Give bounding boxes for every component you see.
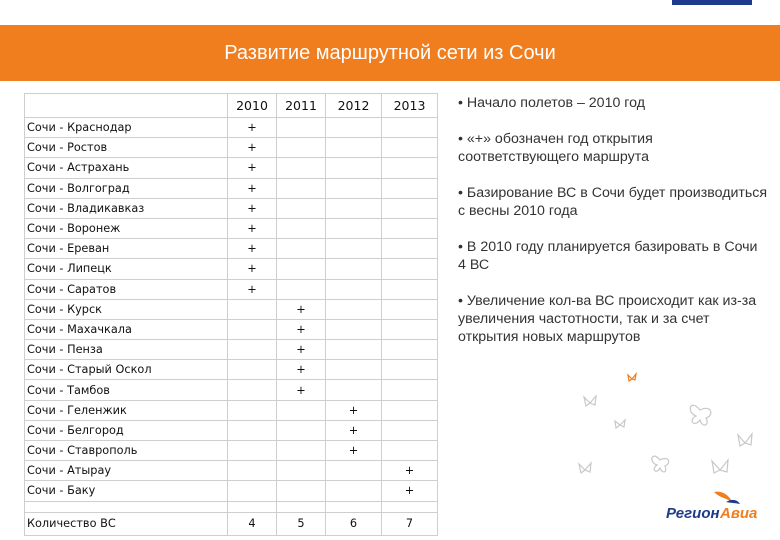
total-label: Количество ВС (25, 512, 228, 535)
route-mark-cell-2011 (277, 118, 326, 138)
logo-text-region: Регион (666, 505, 720, 522)
butterfly-icon (579, 463, 591, 473)
route-mark-cell-2012 (326, 299, 382, 319)
route-mark-cell-2013 (382, 441, 438, 461)
year-header-2012: 2012 (326, 94, 382, 118)
top-accent-tab (672, 0, 752, 5)
route-mark-cell-2013: + (382, 461, 438, 481)
butterfly-icon (615, 420, 625, 428)
route-mark-cell-2010 (228, 360, 277, 380)
route-mark-cell-2013 (382, 259, 438, 279)
year-header-2010: 2010 (228, 94, 277, 118)
spacer-cell (277, 501, 326, 512)
route-mark-cell-2012 (326, 138, 382, 158)
route-mark-cell-2010: + (228, 158, 277, 178)
route-mark-cell-2012 (326, 319, 382, 339)
route-mark-cell-2012 (326, 118, 382, 138)
table-row (25, 380, 438, 400)
route-mark-cell-2010 (228, 319, 277, 339)
route-mark-cell-2012: + (326, 420, 382, 440)
route-name-cell: Сочи - Ереван (25, 239, 228, 259)
butterfly-icon (738, 434, 752, 446)
spacer-cell (382, 501, 438, 512)
table-row (25, 239, 438, 259)
route-name-cell: Сочи - Старый Оскол (25, 360, 228, 380)
spacer-cell (25, 501, 228, 512)
route-mark-cell-2012 (326, 461, 382, 481)
butterflies-decoration (540, 365, 770, 490)
route-mark-cell-2012 (326, 360, 382, 380)
table-row (25, 198, 438, 218)
butterfly-icon (712, 460, 728, 473)
route-mark-cell-2010: + (228, 279, 277, 299)
route-name-cell: Сочи - Белгород (25, 420, 228, 440)
route-mark-cell-2013 (382, 360, 438, 380)
table-header-row (25, 94, 438, 118)
route-mark-cell-2012 (326, 178, 382, 198)
route-mark-cell-2013: + (382, 481, 438, 501)
route-mark-cell-2011: + (277, 340, 326, 360)
total-value-2013: 7 (382, 512, 438, 535)
route-mark-cell-2010 (228, 420, 277, 440)
route-mark-cell-2013 (382, 380, 438, 400)
table-row (25, 360, 438, 380)
route-mark-cell-2013 (382, 279, 438, 299)
route-mark-cell-2012 (326, 218, 382, 238)
route-name-cell: Сочи - Баку (25, 481, 228, 501)
table-spacer-row (25, 501, 438, 512)
logo-text-avia: Авиа (720, 505, 758, 522)
route-mark-cell-2010 (228, 380, 277, 400)
route-mark-cell-2012 (326, 279, 382, 299)
route-mark-cell-2013 (382, 198, 438, 218)
route-mark-cell-2010: + (228, 138, 277, 158)
route-mark-cell-2011: + (277, 380, 326, 400)
route-mark-cell-2011 (277, 178, 326, 198)
spacer-cell (228, 501, 277, 512)
route-mark-cell-2011 (277, 198, 326, 218)
table-row (25, 259, 438, 279)
spacer-cell (326, 501, 382, 512)
route-mark-cell-2012 (326, 239, 382, 259)
year-header-2013: 2013 (382, 94, 438, 118)
note-item: • Начало полетов – 2010 год (458, 94, 768, 112)
route-mark-cell-2013 (382, 239, 438, 259)
butterfly-icon (690, 405, 711, 425)
route-name-cell: Сочи - Атырау (25, 461, 228, 481)
route-mark-cell-2013 (382, 400, 438, 420)
table-row (25, 178, 438, 198)
route-name-cell: Сочи - Пенза (25, 340, 228, 360)
route-mark-cell-2012 (326, 259, 382, 279)
route-mark-cell-2013 (382, 138, 438, 158)
year-header-2011: 2011 (277, 94, 326, 118)
note-item: • В 2010 году планируется базировать в Сочи 4 ВС (458, 238, 768, 274)
table-row (25, 441, 438, 461)
route-mark-cell-2013 (382, 340, 438, 360)
route-mark-cell-2010: + (228, 118, 277, 138)
total-value-2010: 4 (228, 512, 277, 535)
route-mark-cell-2012 (326, 380, 382, 400)
route-mark-cell-2012: + (326, 441, 382, 461)
table-row (25, 218, 438, 238)
route-mark-cell-2010 (228, 481, 277, 501)
route-name-cell: Сочи - Геленжик (25, 400, 228, 420)
total-value-2012: 6 (326, 512, 382, 535)
route-mark-cell-2011 (277, 481, 326, 501)
route-mark-cell-2011 (277, 420, 326, 440)
route-mark-cell-2013 (382, 178, 438, 198)
route-mark-cell-2012 (326, 158, 382, 178)
route-mark-cell-2011 (277, 441, 326, 461)
table-row (25, 299, 438, 319)
page-title: Развитие маршрутной сети из Сочи (224, 42, 556, 64)
route-mark-cell-2011 (277, 218, 326, 238)
route-mark-cell-2012: + (326, 400, 382, 420)
table-row (25, 319, 438, 339)
orange-butterfly-icon (628, 374, 636, 381)
route-mark-cell-2011 (277, 239, 326, 259)
route-mark-cell-2011 (277, 259, 326, 279)
route-mark-cell-2011: + (277, 319, 326, 339)
route-table (24, 93, 438, 536)
route-mark-cell-2011: + (277, 360, 326, 380)
route-mark-cell-2011: + (277, 299, 326, 319)
route-mark-cell-2011 (277, 461, 326, 481)
route-mark-cell-2011 (277, 279, 326, 299)
route-mark-cell-2012 (326, 340, 382, 360)
route-mark-cell-2010 (228, 461, 277, 481)
route-mark-cell-2012 (326, 481, 382, 501)
route-mark-cell-2013 (382, 118, 438, 138)
route-mark-cell-2013 (382, 420, 438, 440)
table-row (25, 481, 438, 501)
table-row (25, 461, 438, 481)
route-name-cell: Сочи - Волгоград (25, 178, 228, 198)
route-mark-cell-2011 (277, 158, 326, 178)
route-mark-cell-2012 (326, 198, 382, 218)
route-name-cell: Сочи - Тамбов (25, 380, 228, 400)
route-name-cell: Сочи - Владикавказ (25, 198, 228, 218)
route-name-cell: Сочи - Воронеж (25, 218, 228, 238)
butterfly-icon (652, 456, 669, 472)
table-row (25, 279, 438, 299)
route-mark-cell-2013 (382, 218, 438, 238)
table-row (25, 340, 438, 360)
route-mark-cell-2011 (277, 400, 326, 420)
route-mark-cell-2010: + (228, 218, 277, 238)
table-row (25, 138, 438, 158)
route-mark-cell-2010 (228, 400, 277, 420)
header-empty-cell (25, 94, 228, 118)
route-mark-cell-2010 (228, 299, 277, 319)
route-mark-cell-2010 (228, 340, 277, 360)
notes-list (458, 94, 768, 364)
total-row (25, 512, 438, 535)
route-name-cell: Сочи - Саратов (25, 279, 228, 299)
note-item: • Базирование ВС в Сочи будет производиться с весны 2010 года (458, 184, 768, 220)
route-mark-cell-2010: + (228, 178, 277, 198)
route-mark-cell-2013 (382, 299, 438, 319)
route-mark-cell-2013 (382, 158, 438, 178)
route-name-cell: Сочи - Астрахань (25, 158, 228, 178)
table-row (25, 400, 438, 420)
note-item: • Увеличение кол-ва ВС происходит как из-за увеличения частотности, так и за счет открытия новых маршрутов (458, 292, 768, 346)
region-avia-logo (664, 488, 774, 528)
table-row (25, 420, 438, 440)
route-mark-cell-2010: + (228, 259, 277, 279)
title-banner (0, 25, 780, 81)
route-mark-cell-2010: + (228, 239, 277, 259)
route-name-cell: Сочи - Липецк (25, 259, 228, 279)
table-row (25, 158, 438, 178)
route-name-cell: Сочи - Ставрополь (25, 441, 228, 461)
route-mark-cell-2013 (382, 319, 438, 339)
route-mark-cell-2010: + (228, 198, 277, 218)
route-name-cell: Сочи - Курск (25, 299, 228, 319)
route-name-cell: Сочи - Ростов (25, 138, 228, 158)
total-value-2011: 5 (277, 512, 326, 535)
route-name-cell: Сочи - Краснодар (25, 118, 228, 138)
route-mark-cell-2011 (277, 138, 326, 158)
butterfly-icon (584, 396, 596, 406)
route-name-cell: Сочи - Махачкала (25, 319, 228, 339)
note-item: • «+» обозначен год открытия соответствующего маршрута (458, 130, 768, 166)
table-row (25, 118, 438, 138)
route-mark-cell-2010 (228, 441, 277, 461)
